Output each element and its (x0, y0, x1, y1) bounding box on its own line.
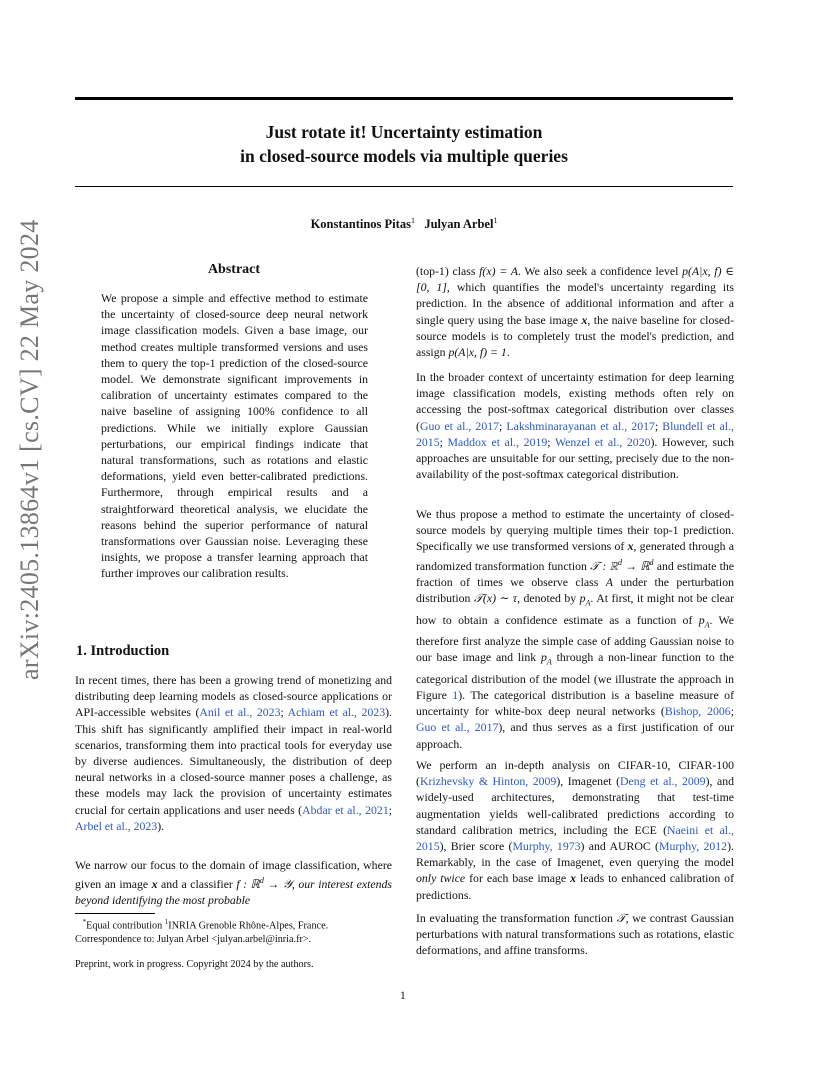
preprint-note: Preprint, work in progress. Copyright 2024 by the authors. (75, 959, 314, 970)
text: In recent times, there has been a growing trend of monetizing and distributing deep learning models as closed-source applications or API-accessible websites ( (75, 673, 392, 720)
footnote-equal: Equal contribution (86, 920, 165, 932)
abstract-body: We propose a simple and effective method to estimate the uncertainty of closed-source deep neural network image classification models. Given a base image, our method creates multiple transformed versions and uses them to query the top-1 prediction of the closed-source model. We demonstrate significant improvements in calibration of uncertainty estimates compared to the naive baseline of assigning 100% confidence to all predictions. While we initially explore Gaussian perturbations, our empirical findings indicate that natural transformations, such as rotations and elastic deformations, yield even better-calibrated predictions. Furthermore, through empirical results and a straightforward theoretical analysis, we elucidate the reasons behind the superior performance of natural transformations over Gaussian noise. Leveraging these insights, we propose a transfer learning approach that further improves our calibration results. (101, 291, 368, 581)
text: ; (499, 418, 507, 433)
text: . At first, it might not be clear how to obtain a confidence estimate as a function of (416, 590, 735, 627)
intro-paragraph-2 (75, 857, 392, 909)
math-codomain: → 𝒴, our interest extends beyond identifying the most probable (75, 877, 393, 908)
paper-title (75, 120, 733, 168)
text: , denoted by (517, 590, 580, 605)
math: 𝒯(x) ∼ τ (473, 590, 518, 605)
text: , which quantifies the model's uncertainty regarding its prediction. In the absence of additional information and after a single query using the base image (416, 280, 734, 327)
math: → ℝ (621, 558, 650, 573)
citation-link[interactable]: Blundell et al., 2015 (416, 418, 734, 449)
right-paragraph-3 (416, 506, 734, 752)
math-sub: A (585, 598, 591, 608)
text: We narrow our focus to the domain of image classification, where given an image (75, 858, 392, 892)
text: We perform an in-depth analysis on CIFAR-10, CIFAR-100 ( (416, 758, 734, 789)
intro-paragraph-1 (75, 672, 392, 834)
citation-link[interactable]: Krizhevsky & Hinton, 2009 (419, 774, 557, 789)
math-sup: d (617, 557, 622, 567)
footnote-affil-mark: 1 (164, 918, 169, 926)
text: ), and thus serves as a first justification of our approach. (416, 720, 734, 751)
footnote-rule (75, 913, 155, 914)
citation-link[interactable]: Arbel et al., 2023 (75, 818, 158, 833)
math-sub: A (704, 619, 710, 629)
right-paragraph-4 (416, 757, 734, 903)
text: , we contrast Gaussian perturbations with natural transformations such as rotations, elastic deformations, and affine transforms. (416, 911, 734, 958)
math: 𝒯 (616, 911, 626, 925)
text: ) and AUROC ( (580, 839, 659, 854)
text: ; (730, 704, 734, 719)
text: ; (388, 802, 392, 817)
math: p(A|x, f) = 1 (448, 345, 507, 360)
text: under the perturbation distribution (416, 574, 734, 605)
citation-link[interactable]: Naeini et al., 2015 (416, 822, 734, 854)
citation-link[interactable]: Abdar et al., 2021 (302, 802, 389, 817)
citation-link[interactable]: Anil et al., 2023 (199, 705, 281, 720)
math-classifier: f : ℝ (236, 877, 260, 892)
title-top-rule (75, 97, 733, 100)
citation-link[interactable]: Lakshminarayanan et al., 2017 (506, 418, 655, 433)
title-bottom-rule (75, 186, 733, 187)
section-heading-introduction: 1. Introduction (76, 643, 170, 659)
footnote-affiliation: INRIA Grenoble Rhône-Alpes, France. Correspondence to: Julyan Arbel <julyan.arbel@inria.fr>. (75, 920, 329, 946)
footnote-star: * (82, 918, 87, 926)
text: ), and widely-used architectures, demonstrating that test-time augmentation yields well-calibrated predictions according to standard calibration metrics, including the ECE ( (416, 774, 735, 837)
text: ; (547, 434, 555, 449)
page-number: 1 (400, 990, 406, 1002)
text: , generated through a randomized transformation function (416, 539, 734, 573)
text: and a classifier (157, 877, 237, 892)
text: ). However, such approaches are unsuitable for our setting, precisely due to the non-availability of the post-softmax categorical distribution. (416, 434, 734, 482)
text: leads to enhanced calibration of predictions. (416, 871, 734, 902)
math: x (581, 312, 588, 327)
right-paragraph-5 (416, 910, 734, 959)
author-list (75, 216, 733, 232)
citation-link[interactable]: Murphy, 1973 (512, 839, 581, 854)
abstract-heading: Abstract (207, 262, 261, 277)
math: A (605, 574, 613, 589)
right-paragraph-1 (416, 263, 734, 360)
math-sub: A (546, 657, 552, 667)
citation-link[interactable]: Guo et al., 2017 (416, 720, 499, 735)
text: . (506, 345, 510, 360)
math: p(A|x, f) ∈ [0, 1] (416, 264, 734, 295)
citation-link[interactable]: Achiam et al., 2023 (287, 705, 386, 720)
text: ), Imagenet ( (556, 774, 621, 789)
math-sup: d (649, 557, 654, 567)
title-line-2: in closed-source models via multiple queries (240, 146, 568, 166)
citation-link[interactable]: Guo et al., 2017 (419, 418, 500, 433)
citation-link[interactable]: Deng et al., 2009 (620, 774, 706, 789)
text: In the broader context of uncertainty estimation for deep learning image classification models, existing methods often rely on accessing the post-softmax categorical distribution over classes ( (416, 370, 734, 433)
text: and estimate the fraction of times we observe class (416, 558, 734, 589)
citation-link[interactable]: Maddox et al., 2019 (447, 434, 548, 449)
math-x: x (151, 877, 158, 892)
text: ). This shift has significantly amplified their impact in real-world scenarios, transforming them into practical tools for everyday use by diverse audiences. Simultaneously, the distribution of deep neural networks in a closed-source manner poses a challenge, as these models may lack the provision of uncertainty estimates crucial for certain applications and user needs ( (75, 705, 392, 817)
text: ). Remarkably, in the case of Imagenet, even querying the model (416, 839, 734, 870)
text: We thus propose a method to estimate the uncertainty of closed-source models by querying multiple times their top-1 prediction. Specifically we use transformed versions of (416, 507, 734, 554)
text: In evaluating the transformation function (416, 911, 617, 925)
math: p (698, 612, 705, 627)
math: f(x) = A (479, 264, 518, 278)
title-line-1: Just rotate it! Uncertainty estimation (265, 122, 543, 142)
right-paragraph-2 (416, 369, 734, 482)
text: for each base image (465, 871, 571, 886)
math: x (570, 871, 576, 886)
text: , the naive baseline for closed-source models is to completely trust the model's prediction, and assign (416, 312, 734, 360)
emphasis: only twice (416, 871, 466, 886)
author-name: Julyan Arbel (424, 217, 494, 232)
math: p (540, 650, 547, 665)
math: x (627, 539, 634, 554)
text: ; (280, 705, 288, 720)
text: through a non-linear function to the categorical distribution of the model (we illustrate the approach in Figure (416, 650, 734, 703)
text: ; (439, 434, 448, 449)
text: . We also seek a confidence level (517, 264, 683, 278)
arxiv-stamp (10, 219, 58, 685)
author-affil: 1 (493, 216, 498, 225)
text: ), Brier score ( (439, 839, 513, 854)
figure-link[interactable]: 1 (452, 688, 459, 703)
citation-link[interactable]: Wenzel et al., 2020 (554, 434, 651, 449)
author-name: Konstantinos Pitas (310, 217, 411, 232)
text: . We therefore first analyze the simple case of adding Gaussian noise to our base image and link (416, 612, 734, 665)
author-affil: 1 (410, 216, 415, 225)
math: p (579, 590, 586, 605)
text: ). (157, 818, 165, 833)
math-sup: d (259, 876, 264, 886)
arxiv-stamp-text: arXiv:2405.13864v1 [cs.CV] 22 May 2024 (15, 219, 44, 680)
text: ). The categorical distribution is a baseline measure of uncertainty for white-box deep neural networks ( (416, 688, 735, 719)
citation-link[interactable]: Murphy, 2012 (658, 839, 728, 854)
math: 𝒯 : ℝ (590, 558, 618, 573)
footnote (75, 915, 393, 947)
citation-link[interactable]: Bishop, 2006 (664, 704, 731, 719)
text: ; (654, 418, 663, 433)
text: (top-1) class (416, 264, 480, 278)
